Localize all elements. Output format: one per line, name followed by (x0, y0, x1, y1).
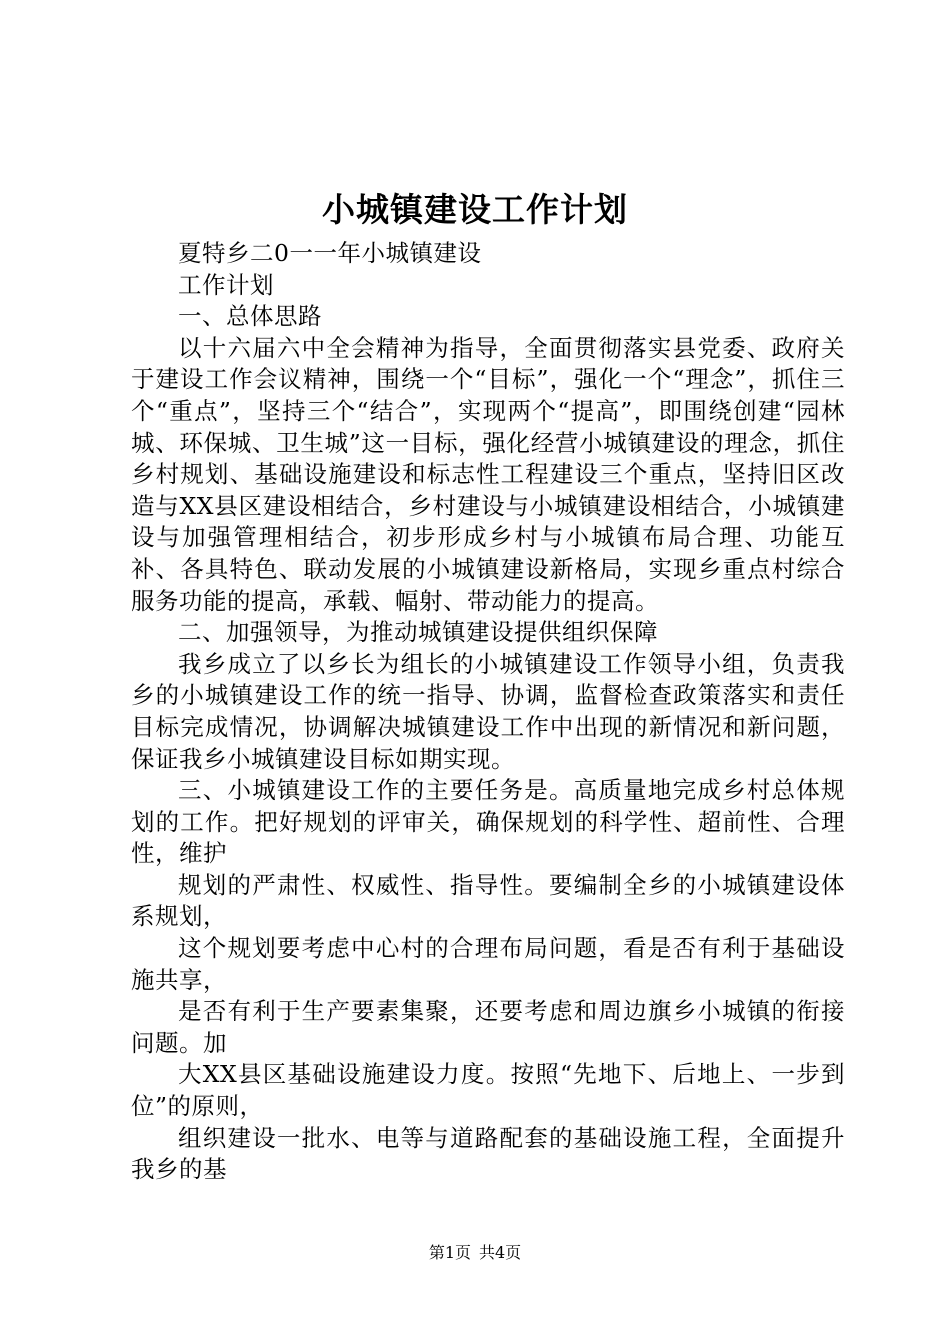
document-title: 小城镇建设工作计划 (322, 190, 628, 229)
paragraph-village-layout: 这个规划要考虑中心村的合理布局问题，看是否有利于基础设施共享， (131, 934, 845, 994)
section-heading-2: 二、加强领导，为推动城镇建设提供组织保障 (178, 618, 658, 647)
paragraph-heading-line-1: 夏特乡二0一一年小城镇建设 (178, 239, 482, 267)
page-number-total: 共4页 (479, 1243, 522, 1262)
section-heading-1: 一、总体思路 (178, 302, 322, 331)
paragraph-construction-projects: 组织建设一批水、电等与道路配套的基础设施工程，全面提升我乡的基 (131, 1123, 845, 1184)
paragraph-main-tasks: 三、小城镇建设工作的主要任务是。高质量地完成乡村总体规划的工作。把好规划的评审关，确保规划的科学性、超前性、合理性，维护 (131, 776, 845, 868)
page-footer (0, 1242, 950, 1264)
document-body (131, 238, 845, 1186)
paragraph-factor-aggregation: 是否有利于生产要素集聚，还要考虑和周边旗乡小城镇的衔接问题。加 (131, 997, 845, 1057)
page-number-current: 第1页 (428, 1243, 471, 1262)
paragraph-overall-approach: 以十六届六中全会精神为指导，全面贯彻落实县党委、政府关于建设工作会议精神，围绕一个“目标”，强化一个“理念”，抓住三个“重点”，坚持三个“结合”，实现两个“提高”，即围绕创建“园林城、环保城、卫生城”这一目标，强化经营小城镇建设的理念，抓住乡村规划、基础设施建设和标志性工程建设三个重点，坚持旧区改造与XX县区建设相结合，乡村建设与小城镇建设相结合，小城镇建设与加强管理相结合，初步形成乡村与小城镇布局合理、功能互补、各具特色、联动发展的小城镇建设新格局，实现乡重点村综合服务功能的提高，承载、幅射、带动能力的提高。 (131, 333, 845, 615)
paragraph-planning-system: 规划的严肃性、权威性、指导性。要编制全乡的小城镇建设体系规划， (131, 870, 845, 931)
paragraph-leadership: 我乡成立了以乡长为组长的小城镇建设工作领导小组，负责我乡的小城镇建设工作的统一指导、协调，监督检查政策落实和责任目标完成情况，协调解决城镇建设工作中出现的新情况和新问题，保证我乡小城镇建设目标如期实现。 (131, 649, 845, 773)
paragraph-infrastructure: 大XX县区基础设施建设力度。按照“先地下、后地上、一步到位”的原则， (131, 1060, 845, 1121)
paragraph-heading-line-2: 工作计划 (178, 270, 274, 299)
